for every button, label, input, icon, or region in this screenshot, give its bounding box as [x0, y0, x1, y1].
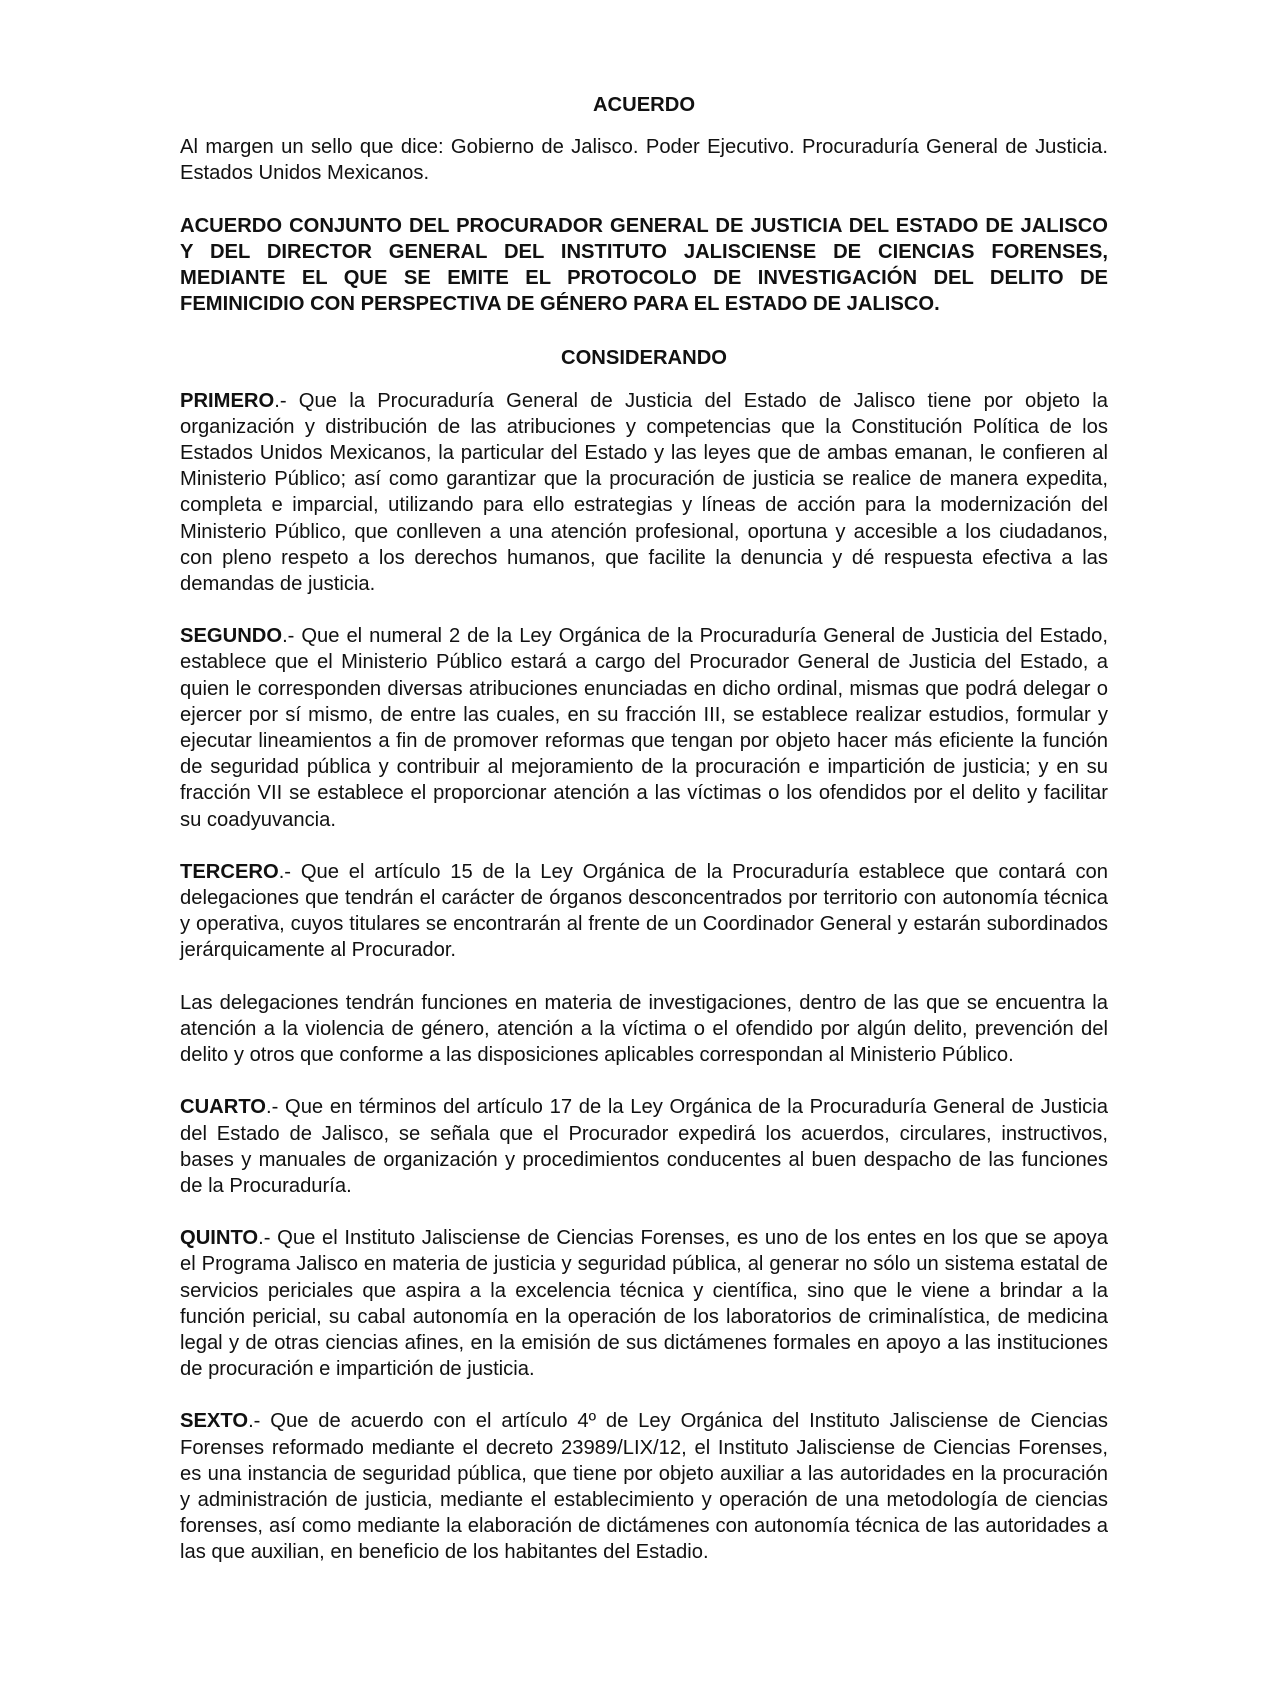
paragraph-lead: TERCERO: [180, 860, 279, 883]
paragraph-text: .- Que el numeral 2 de la Ley Orgánica de la Procuraduría General de Justicia del Estado, establece que el Ministerio Público estará a cargo del Procurador General de Justicia del Estado, a quien le corresponden diversas atribuciones enunciadas en dicho ordinal, mismas que podrá delegar o ejercer por sí mismo, de entre las cuales, en su fracción III, se establece realizar estudios, formular y ejecutar lineamientos a fin de promover reformas que tengan por objeto hacer más eficiente la función de seguridad pública y contribuir al mejoramiento de la procuración e impartición de justicia; y en su fracción VII se establece el proporcionar atención a las víctimas o los ofendidos por el delito y facilitar su coadyuvancia.: [180, 625, 1108, 831]
paragraph-lead: SEXTO: [180, 1410, 249, 1433]
paragraph-lead: QUINTO: [180, 1227, 259, 1250]
paragraph-tercero: [180, 859, 1108, 964]
paragraph-sexto: [180, 1408, 1108, 1565]
document-heading: ACUERDO CONJUNTO DEL PROCURADOR GENERAL DE JUSTICIA DEL ESTADO DE JALISCO Y DEL DIRECTOR GENERAL DEL INSTITUTO JALISCIENSE DE CIENCIAS FORENSES, MEDIANTE EL QUE SE EMITE EL PROTOCOLO DE INVESTIGACIÓN DEL DELITO DE FEMINICIDIO CON PERSPECTIVA DE GÉNERO PARA EL ESTADO DE JALISCO.: [180, 214, 1108, 316]
paragraph-text: .- Que de acuerdo con el artículo 4º de Ley Orgánica del Instituto Jalisciense de Ciencias Forenses reformado mediante el decreto 23989/LIX/12, el Instituto Jalisciense de Ciencias Forenses, es una instancia de seguridad pública, que tiene por objeto auxiliar a las autoridades en la procuración y administración de justicia, mediante el establecimiento y operación de una metodología de ciencias forenses, así como mediante la elaboración de dictámenes con autonomía técnica de las autoridades a las que auxilian, en beneficio de los habitantes del Estadio.: [180, 1410, 1108, 1564]
margin-note: Al margen un sello que dice: Gobierno de Jalisco. Poder Ejecutivo. Procuraduría General de Justicia. Estados Unidos Mexicanos.: [180, 136, 1108, 185]
paragraph-segundo: [180, 623, 1108, 833]
paragraph-quinto: [180, 1225, 1108, 1382]
paragraph-lead: CUARTO: [180, 1096, 266, 1119]
paragraph-text: .- Que el artículo 15 de la Ley Orgánica de la Procuraduría establece que contará con delegaciones que tendrán el carácter de órganos desconcentrados por territorio con autonomía técnica y operativa, cuyos titulares se encontrarán al frente de un Coordinador General y estarán subordinados jerárquicamente al Procurador.: [180, 860, 1108, 962]
paragraph-delegaciones: [180, 990, 1108, 1069]
section-title: CONSIDERANDO: [561, 347, 727, 370]
paragraph-text: Las delegaciones tendrán funciones en materia de investigaciones, dentro de las que se encuentra la atención a la violencia de género, atención a la víctima o el ofendido por algún delito, prevención del delito y otros que conforme a las disposiciones aplicables correspondan al Ministerio Público.: [180, 991, 1108, 1067]
paragraph-cuarto: [180, 1094, 1108, 1199]
document-body: [180, 92, 1108, 1592]
paragraph-text: .- Que en términos del artículo 17 de la Ley Orgánica de la Procuraduría General de Justicia del Estado de Jalisco, se señala que el Procurador expedirá los acuerdos, circulares, instructivos, bases y manuales de organización y procedimientos conducentes al buen despacho de las funciones de la Procuraduría.: [180, 1096, 1108, 1197]
paragraph-text: .- Que la Procuraduría General de Justicia del Estado de Jalisco tiene por objeto la organización y distribución de las atribuciones y competencias que la Constitución Política de los Estados Unidos Mexicanos, la particular del Estado y las leyes que de ambas emanan, le confieren al Ministerio Público; así como garantizar que la procuración de justicia se realice de manera expedita, completa e imparcial, utilizando para ello estrategias y líneas de acción para la modernización del Ministerio Público, que conlleven a una atención profesional, oportuna y accesible a los ciudadanos, con pleno respeto a los derechos humanos, que facilite la denuncia y dé respuesta efectiva a las demandas de justicia.: [180, 389, 1108, 596]
paragraph-primero: [180, 388, 1108, 598]
paragraph-text: .- Que el Instituto Jalisciense de Ciencias Forenses, es uno de los entes en los que se apoya el Programa Jalisco en materia de justicia y seguridad pública, al generar no sólo un sistema estatal de servicios periciales que aspira a la excelencia técnica y científica, sino que le viene a brindar a la función pericial, su cabal autonomía en la operación de los laboratorios de criminalística, de medicina legal y de otras ciencias afines, en la emisión de sus dictámenes formales en apoyo a las instituciones de procuración e impartición de justicia.: [180, 1227, 1108, 1381]
paragraph-lead: PRIMERO: [180, 389, 275, 412]
document-title: ACUERDO: [592, 94, 696, 116]
paragraph-lead: SEGUNDO: [180, 625, 283, 648]
